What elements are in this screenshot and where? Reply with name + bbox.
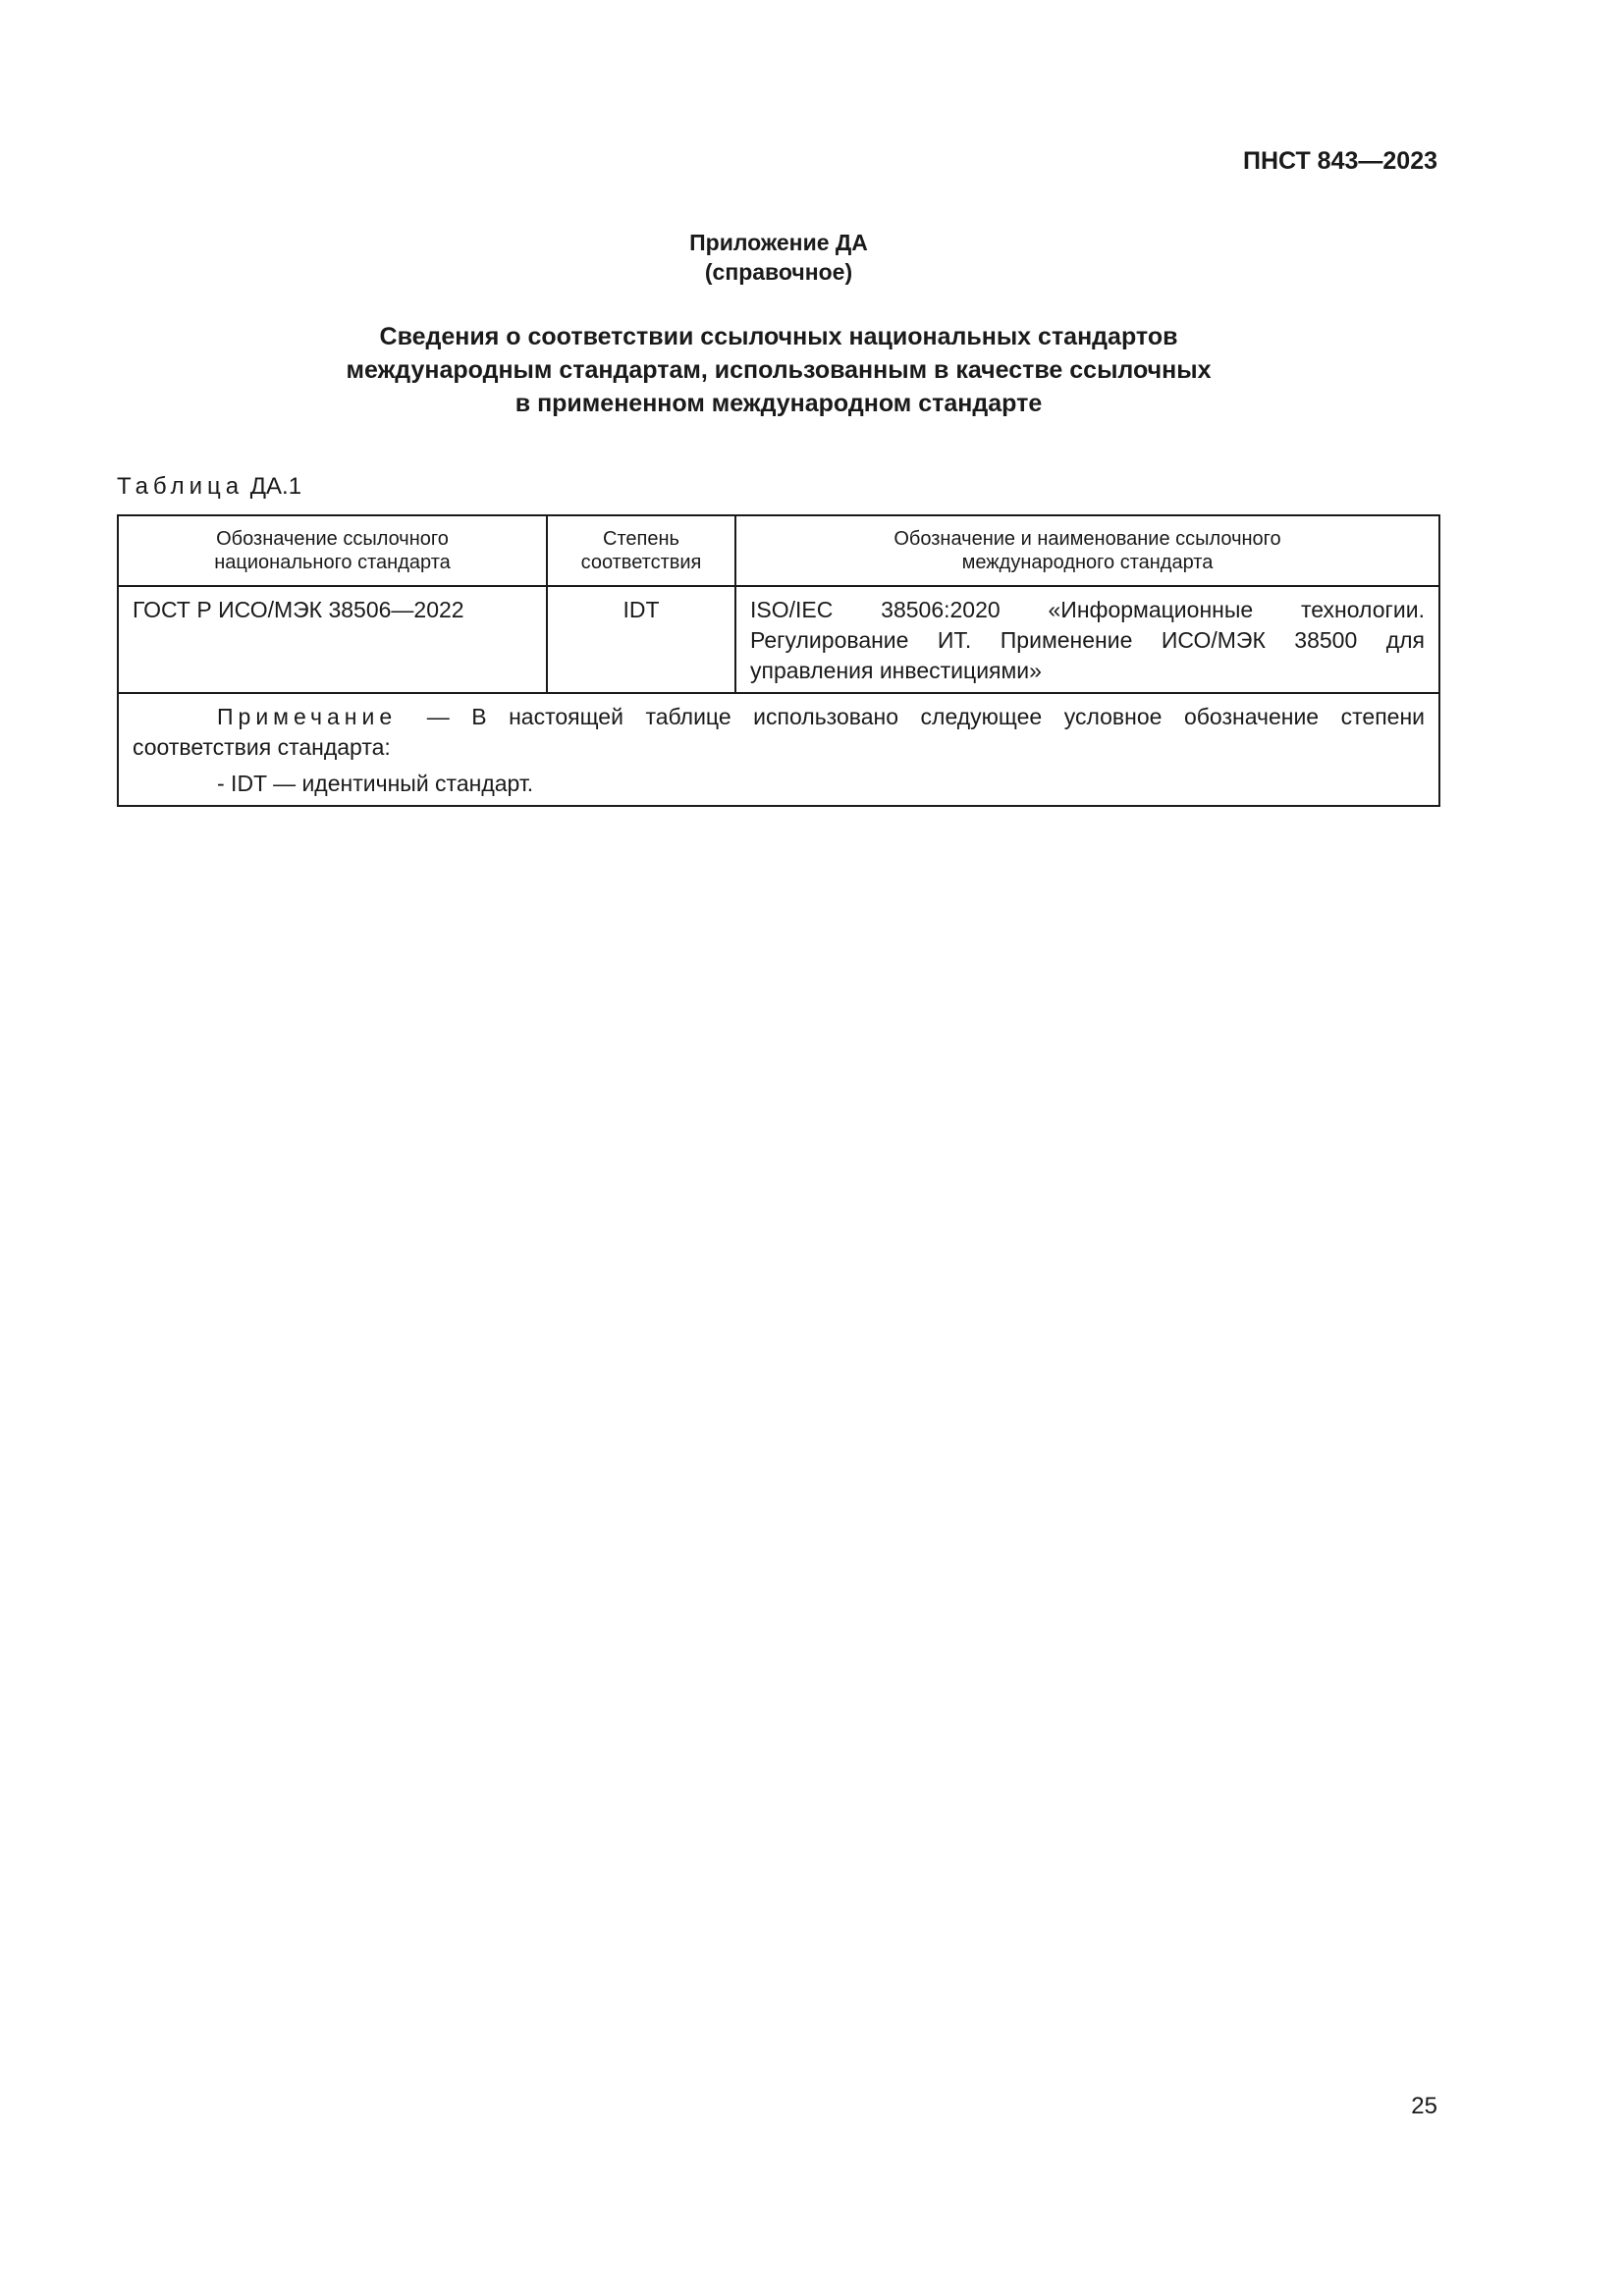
table-caption: [117, 473, 301, 501]
section-heading-line: в примененном международном стандарте: [514, 390, 1043, 417]
page-number: 25: [1411, 2093, 1437, 2119]
cell-degree: IDT: [547, 586, 735, 693]
note-label: Примечание: [217, 704, 398, 729]
cell-national-standard: ГОСТ Р ИСО/МЭК 38506—2022: [118, 586, 547, 693]
table-caption-word: Таблица: [117, 473, 244, 500]
reference-table: [117, 514, 1440, 807]
table-note: [118, 693, 1439, 806]
cell-international-standard: ISO/IEC 38506:2020 «Информационные технологии. Регулирование ИТ. Применение ИСО/МЭК 38500 для управления инвестициями»: [735, 586, 1439, 693]
section-heading-line: международным стандартам, использованным в качестве ссылочных: [346, 356, 1212, 384]
note-item: - IDT — идентичный стандарт.: [217, 771, 534, 796]
appendix-title: Приложение ДА: [689, 230, 868, 255]
header-degree: Степень соответствия: [547, 515, 735, 586]
document-code: ПНСТ 843—2023: [1243, 147, 1437, 175]
section-heading: [0, 320, 1557, 420]
table-row: [118, 586, 1439, 693]
header-national-standard: Обозначение ссылочного национального стандарта: [118, 515, 547, 586]
appendix-heading: [0, 228, 1557, 287]
appendix-subtitle: (справочное): [704, 259, 853, 285]
section-heading-line: Сведения о соответствии ссылочных национальных стандартов: [379, 323, 1178, 350]
table-header-row: [118, 515, 1439, 586]
header-international-standard: Обозначение и наименование ссылочного международного стандарта: [735, 515, 1439, 586]
table-note-row: [118, 693, 1439, 806]
table-caption-number: ДА.1: [249, 473, 302, 500]
note-text: — В настоящей таблице использовано следующее условное обозначение степени соответствия стандарта:: [133, 704, 1425, 760]
